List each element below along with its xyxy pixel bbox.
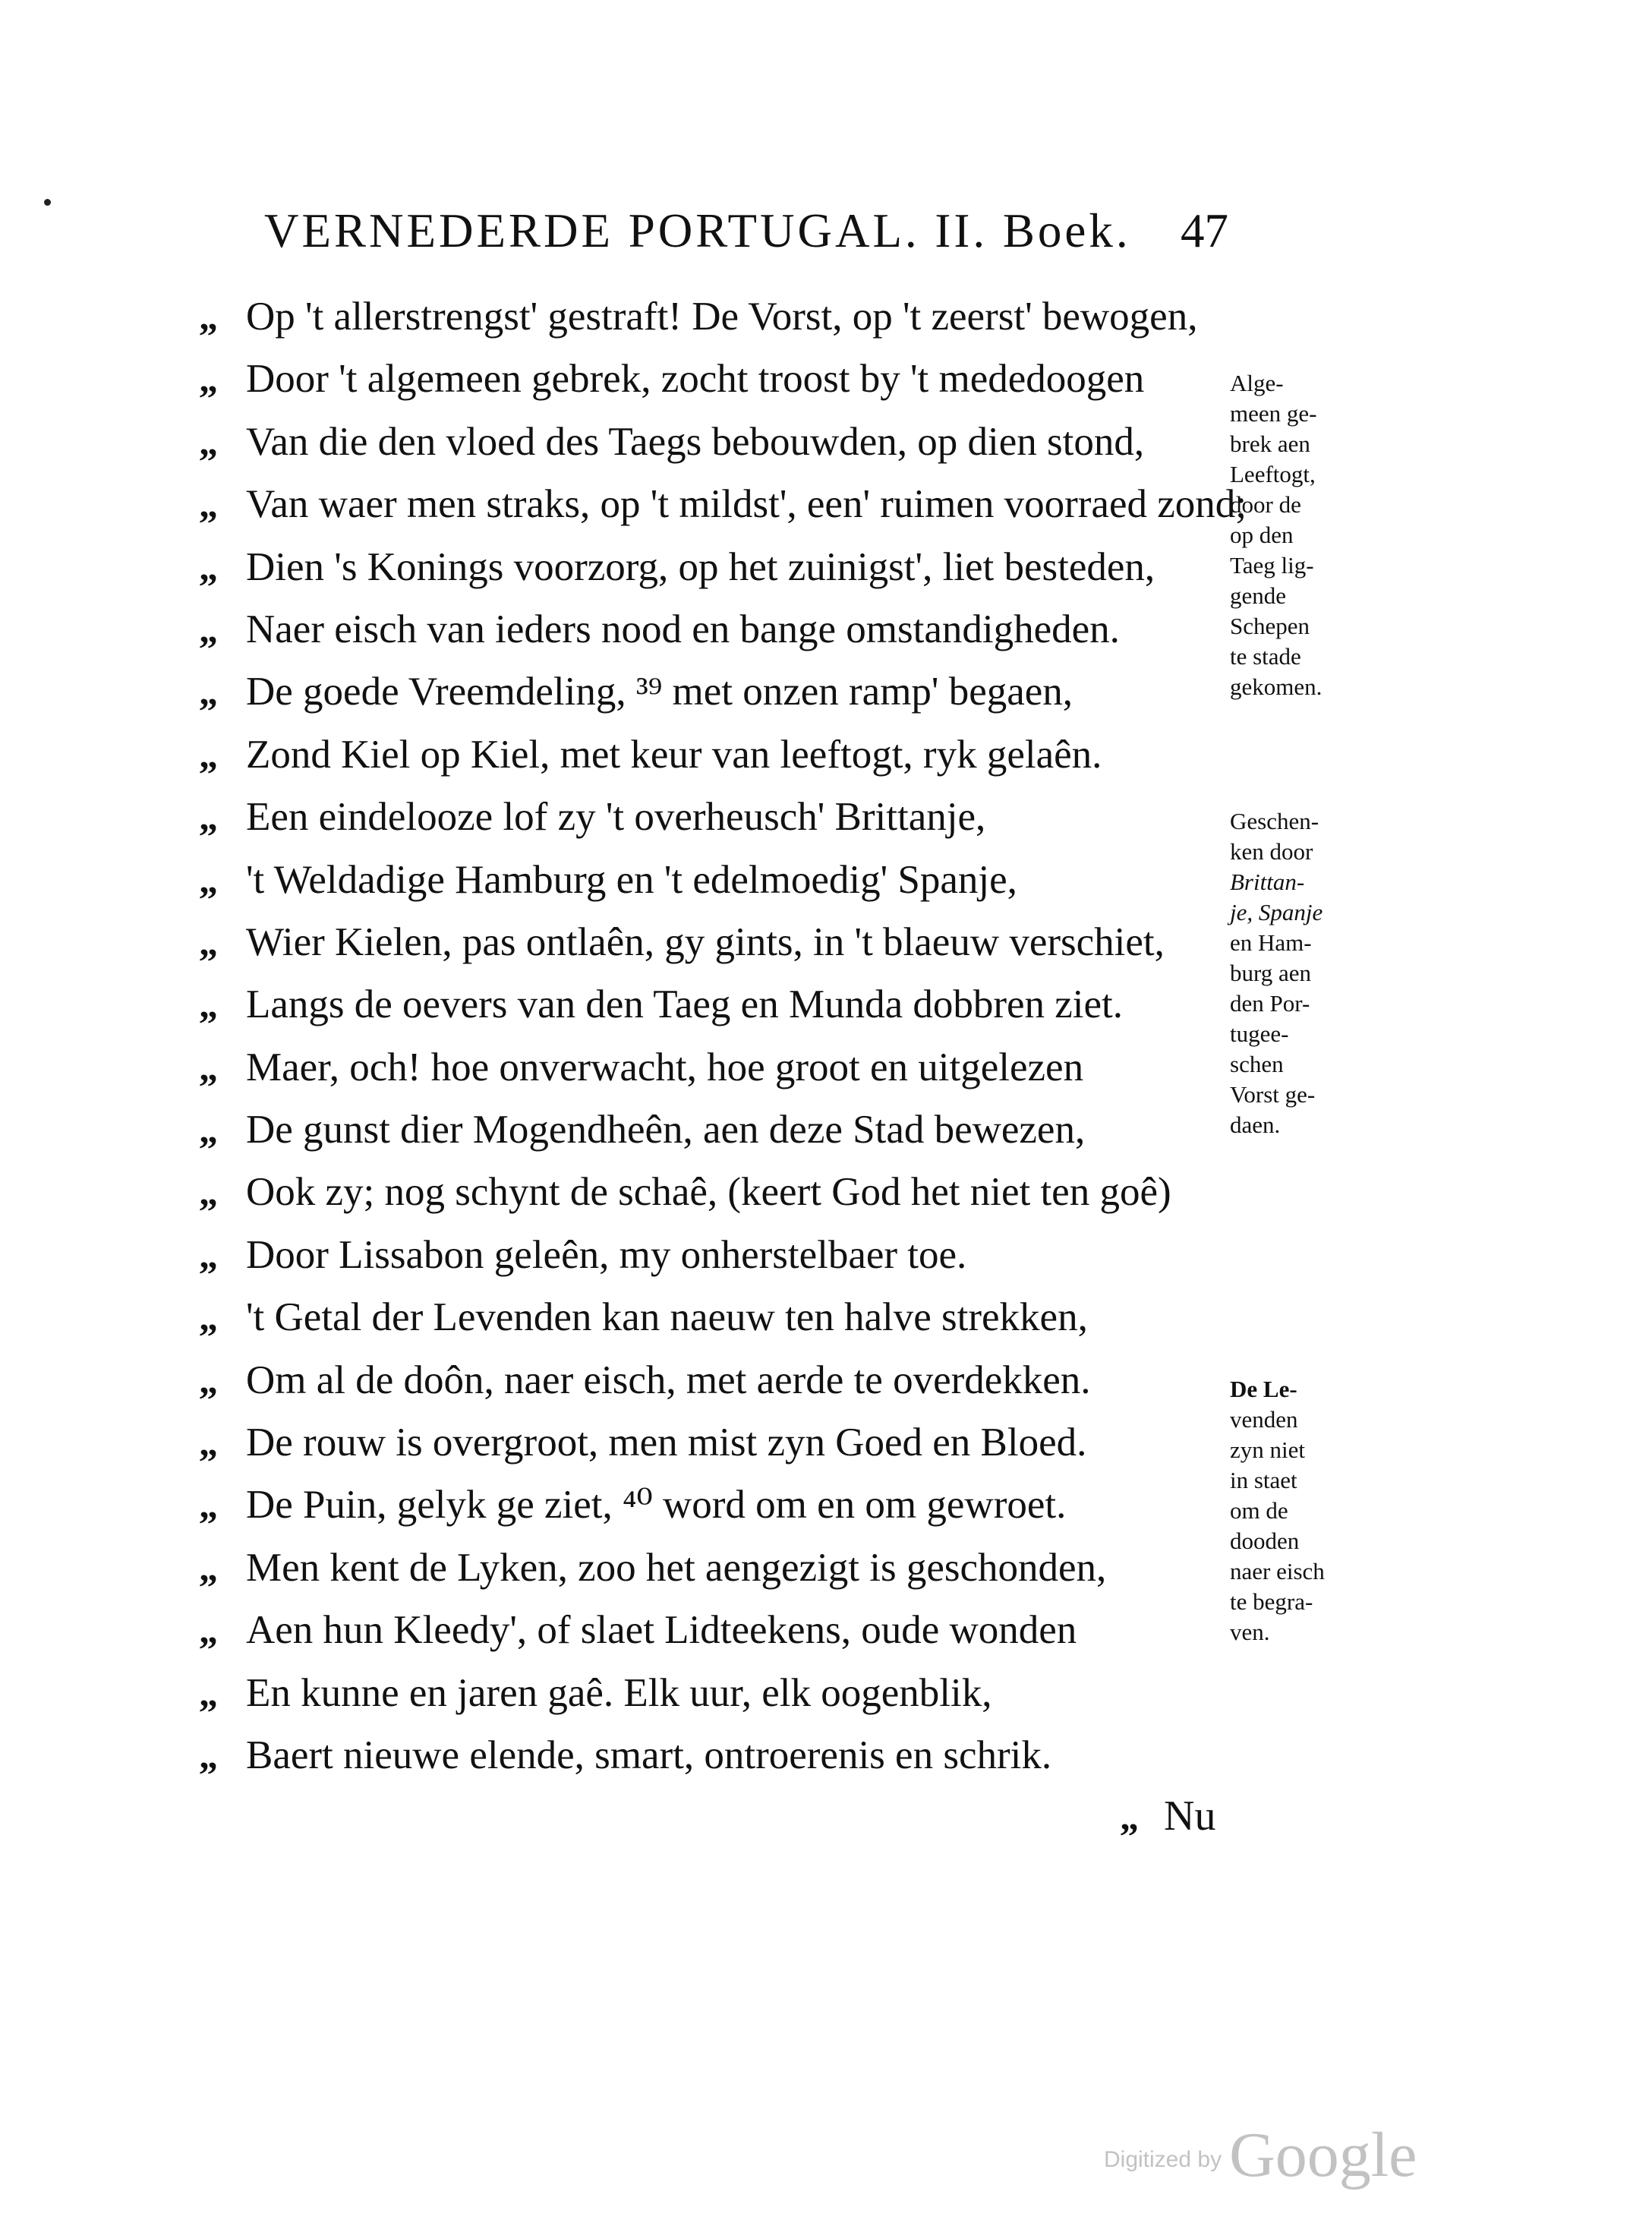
verse-text: Men kent de Lyken, zoo het aengezigt is geschonden, bbox=[246, 1545, 1107, 1590]
quote-mark: „ bbox=[199, 1358, 218, 1401]
verse-line bbox=[199, 1099, 1247, 1161]
margin-note-line: burg aen bbox=[1230, 960, 1312, 986]
verse-line bbox=[199, 536, 1247, 598]
verse-line bbox=[199, 973, 1247, 1036]
verse-line bbox=[199, 661, 1247, 723]
margin-note-line: daen. bbox=[1230, 1111, 1281, 1138]
quote-mark: „ bbox=[199, 1671, 218, 1714]
margin-note-line: om de bbox=[1230, 1497, 1288, 1524]
margin-note-line: gekomen. bbox=[1230, 673, 1323, 700]
verse-text: Dien 's Konings voorzorg, op het zuinigst', liet besteden, bbox=[246, 544, 1155, 589]
margin-note-line: brek aen bbox=[1230, 430, 1310, 457]
quote-mark: „ bbox=[199, 295, 218, 338]
quote-mark: „ bbox=[199, 1733, 218, 1777]
catchword-text: Nu bbox=[1164, 1792, 1216, 1840]
verse-line bbox=[199, 724, 1247, 786]
margin-note-line: Alge- bbox=[1230, 370, 1284, 396]
margin-note-line: zyn niet bbox=[1230, 1436, 1305, 1463]
verse-text: 't Getal der Levenden kan naeuw ten halve strekken, bbox=[246, 1295, 1088, 1340]
catchword bbox=[1120, 1792, 1215, 1840]
verse-text: De rouw is overgroot, men mist zyn Goed en Bloed. bbox=[246, 1420, 1087, 1465]
margin-note-line: Leeftogt, bbox=[1230, 461, 1316, 487]
margin-note-line: en Ham- bbox=[1230, 929, 1312, 956]
verse-line bbox=[199, 411, 1247, 473]
verse-line bbox=[199, 1224, 1247, 1286]
quote-mark: „ bbox=[199, 1296, 218, 1339]
verse-text: Maer, och! hoe onverwacht, hoe groot en uitgelezen bbox=[246, 1045, 1084, 1089]
verse-text: Wier Kielen, pas ontlaên, gy gints, in 't blaeuw verschiet, bbox=[246, 919, 1165, 964]
margin-note-line: De Le- bbox=[1230, 1376, 1297, 1402]
verse-line bbox=[199, 1662, 1247, 1724]
margin-note-line: je, Spanje bbox=[1230, 899, 1323, 925]
margin-note-line: Vorst ge- bbox=[1230, 1081, 1316, 1108]
quote-mark: „ bbox=[199, 358, 218, 401]
verse-text: Van waer men straks, op 't mildst', een' ruimen voorraed zond; bbox=[246, 482, 1247, 527]
quote-mark: „ bbox=[199, 670, 218, 714]
margin-note bbox=[1230, 1374, 1359, 1647]
quote-mark: „ bbox=[199, 1483, 218, 1527]
margin-note-line: schen bbox=[1230, 1051, 1284, 1077]
verse-line bbox=[199, 849, 1247, 911]
margin-note-line: ven. bbox=[1230, 1619, 1270, 1645]
verse-text: Van die den vloed des Taegs bebouwden, op dien stond, bbox=[246, 419, 1145, 464]
margin-note-line: ken door bbox=[1230, 838, 1313, 865]
quote-mark: „ bbox=[199, 1609, 218, 1652]
margin-note-line: meen ge- bbox=[1230, 400, 1317, 427]
verse-line bbox=[199, 1349, 1247, 1411]
margin-note-line: venden bbox=[1230, 1406, 1298, 1433]
verse-text: Naer eisch van ieders nood en bange omstandigheden. bbox=[246, 607, 1120, 651]
quote-mark: „ bbox=[199, 983, 218, 1026]
verse-line bbox=[199, 598, 1247, 661]
margin-note-line: naer eisch bbox=[1230, 1558, 1325, 1584]
quote-mark: „ bbox=[199, 1546, 218, 1589]
quote-mark: „ bbox=[199, 920, 218, 963]
quote-mark: „ bbox=[199, 733, 218, 776]
verse-line bbox=[199, 911, 1247, 973]
margin-note-line: in staet bbox=[1230, 1467, 1297, 1493]
margin-note-line: te stade bbox=[1230, 643, 1301, 670]
digitized-stamp bbox=[1104, 2118, 1417, 2192]
verse-line bbox=[199, 473, 1247, 535]
verse-line bbox=[199, 348, 1247, 410]
margin-note-line: Schepen bbox=[1230, 613, 1310, 639]
verse-line bbox=[199, 1036, 1247, 1099]
quote-mark: „ bbox=[199, 1171, 218, 1214]
verse-text: Aen hun Kleedy', of slaet Lidteekens, oude wonden bbox=[246, 1608, 1077, 1653]
verse-line bbox=[199, 1161, 1247, 1223]
verse-text: Door 't algemeen gebrek, zocht troost by 't mededoogen bbox=[246, 357, 1145, 402]
quote-mark: „ bbox=[1120, 1796, 1139, 1838]
page-number: 47 bbox=[1181, 204, 1228, 257]
quote-mark: „ bbox=[199, 607, 218, 651]
quote-mark: „ bbox=[199, 1108, 218, 1152]
quote-mark: „ bbox=[199, 483, 218, 526]
margin-note-line: te begra- bbox=[1230, 1588, 1313, 1615]
quote-mark: „ bbox=[199, 1421, 218, 1465]
quote-mark: „ bbox=[199, 545, 218, 588]
running-title: VERNEDERDE PORTUGAL. II. Boek. bbox=[264, 204, 1131, 257]
quote-mark: „ bbox=[199, 1233, 218, 1276]
verse-line bbox=[199, 1537, 1247, 1599]
verse-text: De goede Vreemdeling, ³⁹ met onzen ramp' begaen, bbox=[246, 670, 1073, 714]
quote-mark: „ bbox=[199, 858, 218, 901]
quote-mark: „ bbox=[199, 1045, 218, 1089]
quote-mark: „ bbox=[199, 796, 218, 839]
verse-line bbox=[199, 1724, 1247, 1786]
margin-note bbox=[1230, 368, 1359, 702]
google-logo: Google bbox=[1229, 2120, 1417, 2190]
verse-text: Baert nieuwe elende, smart, ontroerenis en schrik. bbox=[246, 1733, 1052, 1777]
margin-note-line: Taeg lig- bbox=[1230, 552, 1314, 579]
margin-note-line: dooden bbox=[1230, 1528, 1300, 1554]
verse-text: Op 't allerstrengst' gestraft! De Vorst, op 't zeerst' bewogen, bbox=[246, 295, 1198, 339]
verse-line bbox=[199, 1411, 1247, 1474]
verse-text: Een eindelooze lof zy 't overheusch' Brittanje, bbox=[246, 795, 986, 840]
margin-note-line: Geschen- bbox=[1230, 808, 1319, 834]
verse-text: Langs de oevers van den Taeg en Munda dobbren ziet. bbox=[246, 982, 1124, 1027]
margin-note-line: Brittan- bbox=[1230, 869, 1305, 895]
verse-block bbox=[199, 285, 1247, 1786]
verse-line bbox=[199, 285, 1247, 348]
quote-mark: „ bbox=[199, 420, 218, 463]
verse-line bbox=[199, 786, 1247, 848]
verse-text: De gunst dier Mogendheên, aen deze Stad bewezen, bbox=[246, 1108, 1086, 1152]
ink-speck bbox=[44, 199, 51, 206]
margin-note-line: tugee- bbox=[1230, 1020, 1289, 1047]
margin-note-line: op den bbox=[1230, 522, 1294, 548]
margin-note-line: den Por- bbox=[1230, 990, 1310, 1017]
verse-text: En kunne en jaren gaê. Elk uur, elk oogenblik, bbox=[246, 1670, 992, 1715]
verse-text: De Puin, gelyk ge ziet, ⁴⁰ word om en om gewroet. bbox=[246, 1483, 1067, 1528]
verse-text: Zond Kiel op Kiel, met keur van leeftogt, ryk gelaên. bbox=[246, 732, 1102, 777]
verse-text: Ook zy; nog schynt de schaê, (keert God het niet ten goê) bbox=[246, 1170, 1171, 1215]
verse-text: 't Weldadige Hamburg en 't edelmoedig' Spanje, bbox=[246, 857, 1017, 902]
verse-text: Om al de doôn, naer eisch, met aerde te overdekken. bbox=[246, 1357, 1091, 1402]
margin-note-line: door de bbox=[1230, 491, 1301, 518]
margin-note-line: gende bbox=[1230, 582, 1287, 609]
margin-note bbox=[1230, 806, 1359, 1140]
verse-line bbox=[199, 1474, 1247, 1536]
digitized-label: Digitized by bbox=[1104, 2147, 1222, 2172]
verse-text: Door Lissabon geleên, my onherstelbaer toe. bbox=[246, 1232, 967, 1277]
verse-line bbox=[199, 1286, 1247, 1348]
verse-line bbox=[199, 1599, 1247, 1661]
page-header bbox=[264, 203, 1228, 272]
